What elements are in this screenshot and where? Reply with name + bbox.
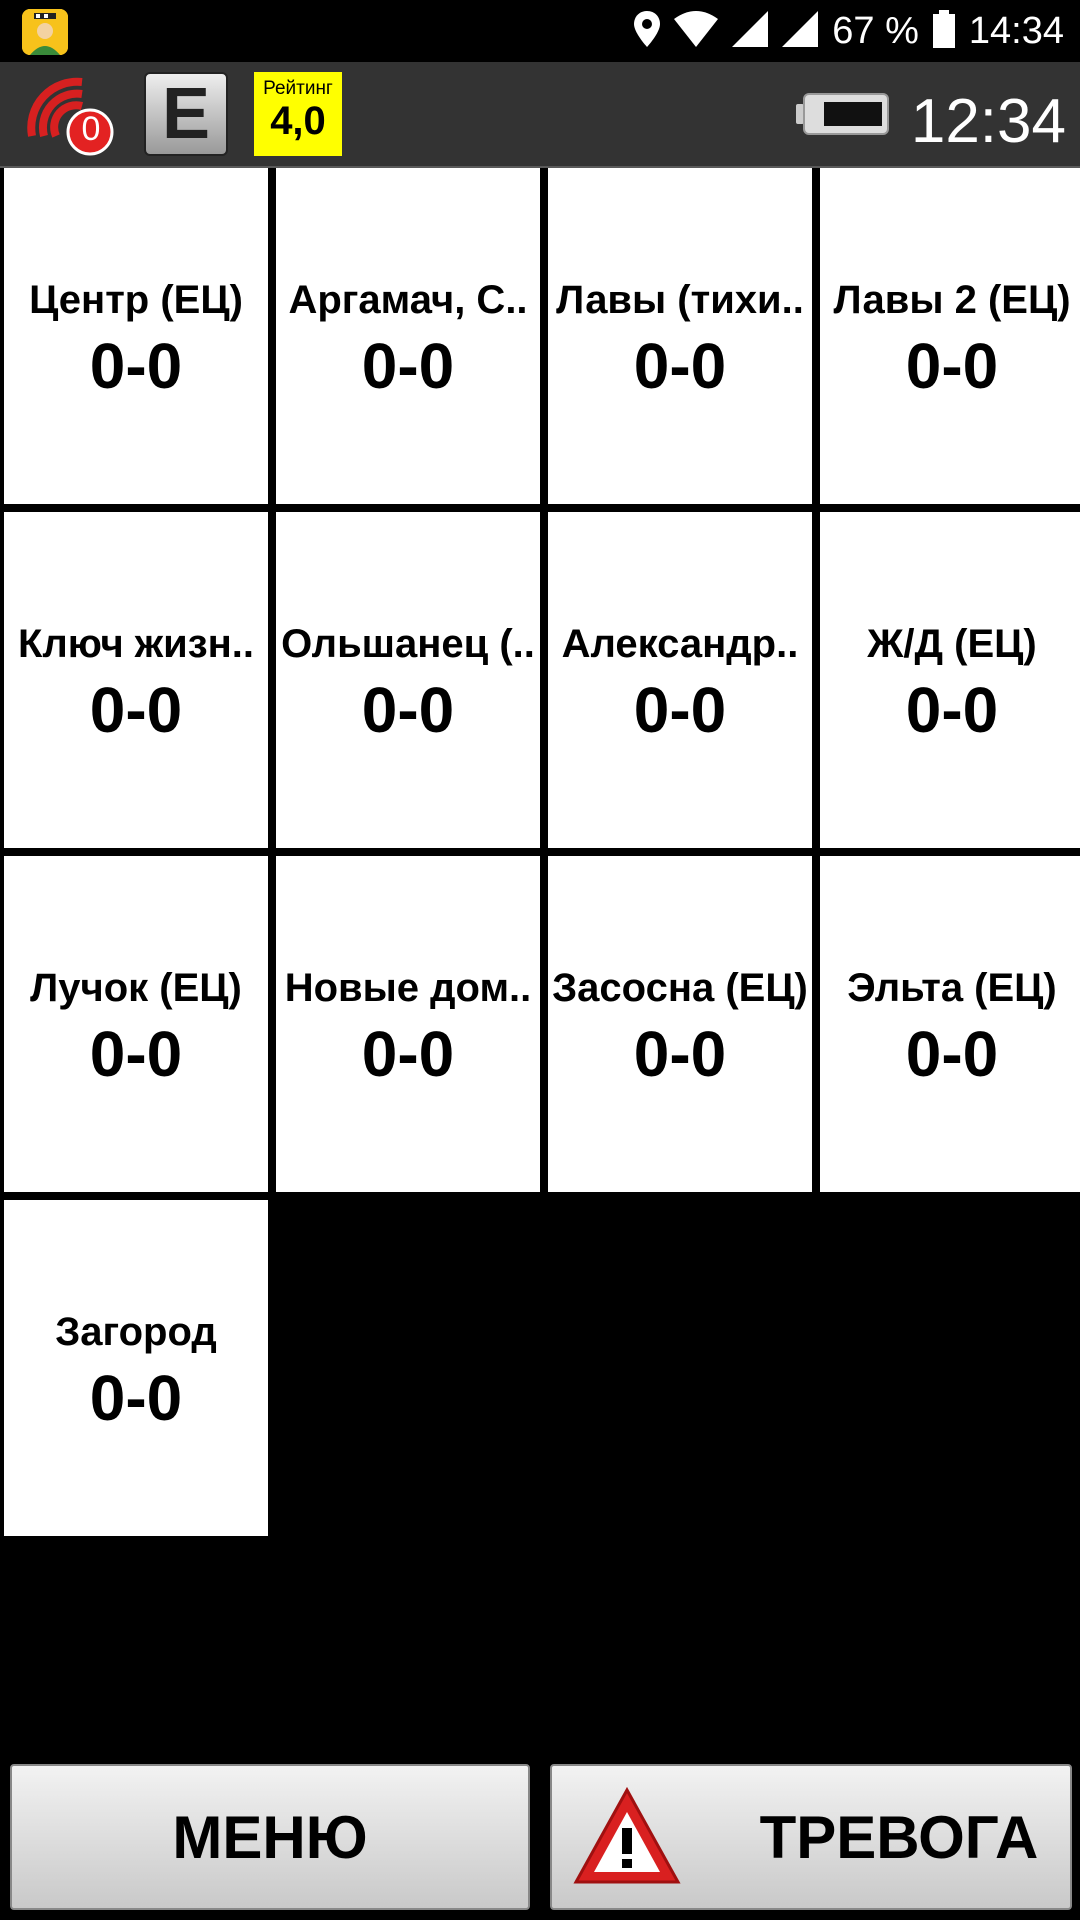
zones-grid: [0, 166, 1080, 1538]
zone-count: 0-0: [633, 329, 727, 402]
zone-cell[interactable]: [820, 512, 1080, 848]
zone-count: 0-0: [89, 1361, 183, 1434]
zone-name: Ольшанец (..: [281, 621, 535, 666]
menu-button-label: МЕНЮ: [172, 1803, 368, 1871]
alarm-button-label: ТРЕВОГА: [759, 1803, 1039, 1871]
zone-count: 0-0: [633, 673, 727, 746]
zone-name: Центр (ЕЦ): [29, 277, 243, 322]
zone-cell[interactable]: [4, 168, 268, 504]
zone-name: Ж/Д (ЕЦ): [867, 621, 1037, 666]
device-battery-icon: [796, 92, 890, 141]
notification-count-badge: 0: [81, 110, 101, 148]
zone-cell[interactable]: [4, 512, 268, 848]
menu-button[interactable]: [10, 1764, 530, 1910]
e-button[interactable]: [144, 72, 228, 156]
rating-value: 4,0: [270, 99, 326, 143]
status-icons: [634, 0, 1064, 62]
zone-name: Эльта (ЕЦ): [847, 965, 1057, 1010]
zone-name: Засосна (ЕЦ): [552, 965, 808, 1010]
signal-icon-2: [782, 11, 818, 52]
location-icon: [634, 11, 660, 52]
zone-cell[interactable]: [548, 856, 812, 1192]
battery-percent: 67 %: [832, 9, 919, 52]
zone-name: Лучок (ЕЦ): [30, 965, 242, 1010]
zone-name: Александр..: [561, 621, 799, 666]
zone-count: 0-0: [361, 329, 455, 402]
zone-cell[interactable]: [276, 512, 540, 848]
zone-count: 0-0: [89, 1017, 183, 1090]
zone-cell[interactable]: [820, 168, 1080, 504]
zone-count: 0-0: [361, 673, 455, 746]
zone-cell[interactable]: [548, 168, 812, 504]
radar-icon: [24, 72, 120, 158]
wifi-icon: [674, 11, 718, 52]
zone-count: 0-0: [905, 1017, 999, 1090]
zone-name: Лавы 2 (ЕЦ): [833, 277, 1071, 322]
zone-cell[interactable]: [820, 856, 1080, 1192]
zone-name: Ключ жизн..: [17, 621, 254, 666]
zone-count: 0-0: [633, 1017, 727, 1090]
zone-cell[interactable]: [548, 512, 812, 848]
zone-cell[interactable]: [276, 856, 540, 1192]
zone-count: 0-0: [905, 329, 999, 402]
rating-badge: [254, 72, 342, 156]
status-bar: [0, 0, 1080, 62]
zone-name: Аргамач, С..: [288, 277, 528, 322]
zone-cell[interactable]: [4, 1200, 268, 1536]
zone-name: Загород: [55, 1309, 217, 1354]
signal-icon: [732, 11, 768, 52]
rating-label: Рейтинг: [263, 78, 333, 99]
zone-count: 0-0: [361, 1017, 455, 1090]
alarm-button[interactable]: [550, 1764, 1072, 1910]
zone-cell[interactable]: [276, 168, 540, 504]
app-clock: 12:34: [910, 87, 1066, 156]
zone-cell[interactable]: [4, 856, 268, 1192]
zone-name: Лавы (тихи..: [556, 277, 804, 322]
taxi-app-icon: [22, 9, 68, 55]
zone-count: 0-0: [905, 673, 999, 746]
e-button-label: E: [161, 74, 211, 154]
battery-icon: [933, 10, 955, 53]
broadcast-button[interactable]: [24, 72, 120, 158]
zone-count: 0-0: [89, 329, 183, 402]
zone-count: 0-0: [89, 673, 183, 746]
warning-icon: [572, 1786, 682, 1900]
status-time: 14:34: [968, 9, 1064, 52]
zone-name: Новые дом..: [284, 965, 532, 1010]
